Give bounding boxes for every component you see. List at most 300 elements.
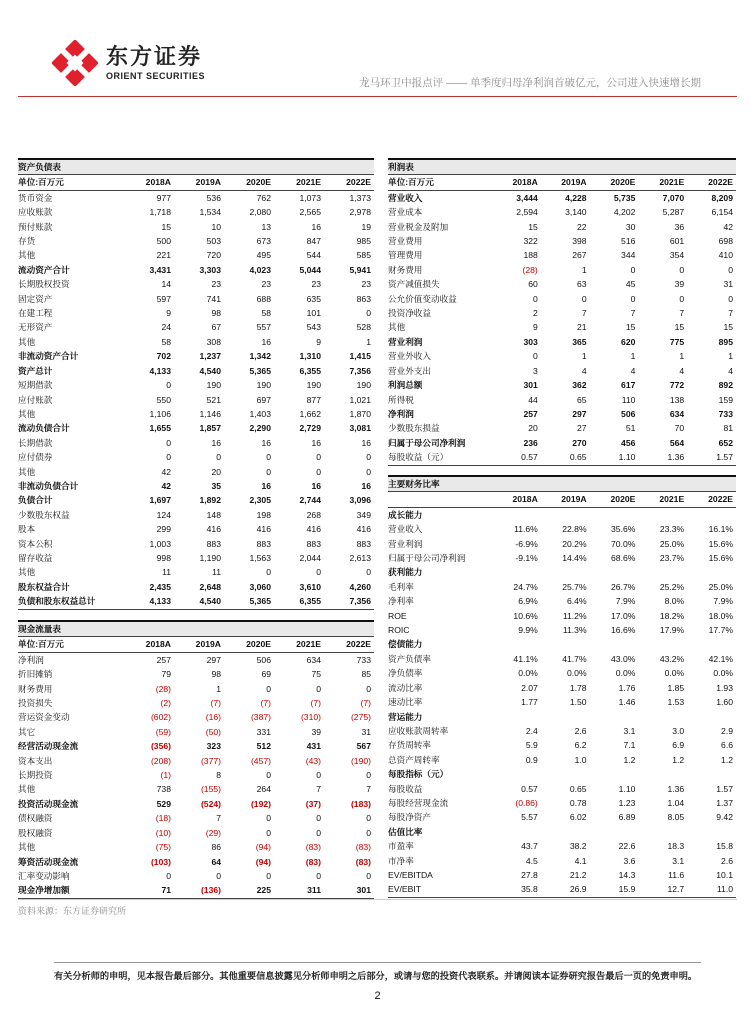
value-cell: 1,003 — [149, 538, 171, 549]
row-label: 存货周转率 — [388, 740, 431, 751]
group-label: 偿债能力 — [388, 639, 423, 650]
value-cell: 985 — [356, 236, 371, 247]
value-cell: 2,565 — [299, 207, 321, 218]
table-row — [18, 421, 374, 435]
value-cell: 323 — [206, 741, 221, 752]
row-label: 公允价值变动收益 — [388, 293, 457, 304]
value-cell: 0 — [166, 452, 171, 463]
value-cell: 0.65 — [541, 450, 590, 465]
year-header: 2022E — [687, 175, 736, 190]
value-cell: 0.78 — [569, 797, 587, 808]
value-cell: 2,744 — [299, 495, 321, 506]
value-cell: 506 — [621, 408, 636, 419]
value-cell: 42.1% — [708, 653, 733, 664]
value-cell: (275) — [350, 712, 371, 723]
value-cell: -6.9% — [515, 538, 538, 549]
value-cell: 31 — [361, 726, 371, 737]
row-label: 留存收益 — [18, 552, 53, 563]
value-cell: 652 — [718, 437, 733, 448]
value-cell: 354 — [669, 250, 685, 261]
value-cell: 0 — [533, 351, 538, 362]
value-cell: 1,310 — [299, 351, 321, 362]
value-cell: 1,870 — [349, 408, 371, 419]
row-label: 应付债券 — [18, 452, 53, 463]
value-cell: 1,415 — [349, 351, 371, 362]
table-row — [18, 826, 374, 840]
value-cell: 190 — [306, 380, 321, 391]
value-cell: 7 — [728, 308, 733, 319]
table-row — [18, 450, 374, 464]
value-cell: 16 — [311, 480, 321, 491]
value-cell: 15 — [723, 322, 733, 333]
year-header: 2018A — [492, 175, 541, 190]
value-cell: 25.0% — [708, 581, 733, 592]
table-row — [388, 695, 736, 709]
year-header: 2022E — [324, 175, 374, 190]
group-header-row — [388, 767, 736, 781]
row-label: 营业收入 — [388, 524, 423, 535]
value-cell: 25.2% — [659, 581, 685, 592]
value-cell: 2.4 — [525, 725, 538, 736]
row-label: 负债和股东权益总计 — [18, 594, 124, 609]
row-label: 每股收益 — [388, 783, 423, 794]
value-cell: 35.6% — [611, 524, 636, 535]
value-cell: 1.10 — [618, 783, 636, 794]
value-cell: 198 — [256, 509, 271, 520]
table-row — [18, 277, 374, 291]
row-label: 资产减值损失 — [388, 279, 440, 290]
value-cell: 1,021 — [349, 394, 371, 405]
brand-name-cn: 东方证券 — [106, 44, 203, 69]
value-cell: 3.1 — [672, 855, 685, 866]
value-cell: 9.42 — [716, 812, 733, 823]
value-cell: 416 — [206, 524, 221, 535]
row-label: 净利润 — [388, 408, 414, 419]
table-row — [388, 594, 736, 608]
row-label: 股本 — [18, 524, 36, 535]
value-cell: 60 — [528, 279, 538, 290]
value-cell: 0 — [366, 567, 371, 578]
table-row — [18, 739, 374, 753]
value-cell: 3,444 — [516, 192, 538, 203]
table-title-row — [388, 476, 736, 492]
value-cell: (37) — [305, 798, 321, 809]
row-label: 其他 — [18, 784, 36, 795]
row-label: 折旧摊销 — [18, 669, 53, 680]
value-cell: 6.9% — [518, 596, 538, 607]
year-header: 2020E — [590, 492, 639, 507]
value-cell: 456 — [621, 437, 636, 448]
row-label: 毛利率 — [388, 581, 414, 592]
page-number: 2 — [374, 990, 381, 1002]
table-row — [18, 782, 374, 796]
value-cell: 301 — [324, 883, 374, 898]
value-cell: 362 — [572, 380, 587, 391]
value-cell: 7.1 — [623, 740, 636, 751]
table-row — [18, 754, 374, 768]
value-cell: (83) — [305, 856, 321, 867]
value-cell: 349 — [356, 509, 371, 520]
row-label: 其他 — [18, 250, 36, 261]
value-cell: 0 — [266, 770, 271, 781]
value-cell: 2,305 — [249, 495, 271, 506]
row-label: 股东权益合计 — [18, 581, 70, 592]
value-cell: 863 — [356, 293, 371, 304]
value-cell: 0 — [581, 293, 587, 304]
value-cell: 416 — [306, 524, 321, 535]
value-cell: 43.2% — [659, 653, 685, 664]
year-header: 2021E — [638, 175, 687, 190]
table-row — [388, 609, 736, 623]
value-cell: 44 — [528, 394, 538, 405]
value-cell: 4.5 — [525, 855, 538, 866]
value-cell: 977 — [156, 192, 171, 203]
row-label: 汇率变动影响 — [18, 870, 70, 881]
value-cell: 5,287 — [662, 207, 685, 218]
value-cell: 1,106 — [149, 408, 171, 419]
value-cell: (155) — [200, 784, 221, 795]
value-cell: 344 — [621, 250, 636, 261]
value-cell: 23.7% — [659, 553, 685, 564]
value-cell: 11.3% — [562, 625, 587, 636]
value-cell: 1 — [581, 351, 587, 362]
value-cell: 42 — [723, 221, 733, 232]
value-cell: 11.0 — [687, 882, 736, 897]
value-cell: 14.4% — [562, 553, 587, 564]
row-label: 其他 — [18, 336, 36, 347]
value-cell: 25.0% — [659, 538, 685, 549]
value-cell: 3,140 — [565, 207, 587, 218]
value-cell: 6.4% — [567, 596, 587, 607]
value-cell: 9.9% — [518, 625, 538, 636]
value-cell: 883 — [356, 538, 371, 549]
value-cell: 138 — [669, 394, 685, 405]
value-cell: 0 — [630, 264, 636, 275]
value-cell: (50) — [205, 726, 221, 737]
row-label: 资本公积 — [18, 538, 53, 549]
value-cell: 11 — [212, 567, 221, 578]
row-label: 营业收入 — [388, 192, 423, 203]
row-label: 资产总计 — [18, 365, 53, 376]
value-cell: 0 — [316, 813, 321, 824]
value-cell: 16 — [261, 480, 271, 491]
row-label: 投资损失 — [18, 698, 53, 709]
value-cell: 0 — [266, 813, 271, 824]
value-cell: 81 — [723, 423, 733, 434]
table-row — [18, 883, 374, 898]
table-row — [18, 349, 374, 363]
value-cell: 3,303 — [199, 264, 221, 275]
table-row — [388, 652, 736, 666]
value-cell: (457) — [250, 755, 271, 766]
table-row — [388, 248, 736, 262]
value-cell: 2 — [533, 308, 538, 319]
value-cell: 15.6% — [708, 553, 733, 564]
value-cell: 4,023 — [249, 264, 271, 275]
value-cell: 51 — [625, 423, 636, 434]
value-cell: 42 — [161, 480, 171, 491]
value-cell: 698 — [718, 236, 733, 247]
row-label: 营运资金变动 — [18, 712, 70, 723]
year-header: 2019A — [541, 492, 590, 507]
value-cell: 601 — [669, 236, 685, 247]
value-cell: 3,610 — [299, 581, 321, 592]
year-header: 2019A — [174, 637, 224, 652]
table-row — [18, 393, 374, 407]
value-cell: 12.7 — [638, 882, 687, 897]
value-cell: 0.0% — [518, 668, 538, 679]
row-label: 营业利润 — [388, 336, 423, 347]
value-cell: 0 — [366, 770, 371, 781]
row-label: 其他 — [18, 842, 36, 853]
value-cell: 0 — [679, 264, 685, 275]
row-label: 流动负债合计 — [18, 423, 70, 434]
value-cell: 4.1 — [574, 855, 587, 866]
value-cell: 16 — [211, 437, 221, 448]
row-label: 预付账款 — [18, 221, 53, 232]
source-divider — [18, 899, 737, 900]
brand-name-en: ORIENT SECURITIES — [106, 71, 206, 81]
value-cell: 23.3% — [659, 524, 685, 535]
value-cell: 75 — [311, 669, 321, 680]
value-cell: 1.60 — [716, 697, 733, 708]
row-label: 现金净增加额 — [18, 883, 124, 898]
table-title-row — [18, 621, 374, 637]
row-label: 其它 — [18, 726, 36, 737]
row-label: 营业外支出 — [388, 365, 431, 376]
value-cell: 0 — [166, 870, 171, 881]
value-cell: 22 — [577, 221, 587, 232]
row-label: 每股经营现金流 — [388, 797, 449, 808]
value-cell: 4,260 — [349, 581, 371, 592]
value-cell: 21 — [577, 322, 587, 333]
value-cell: 0 — [366, 452, 371, 463]
value-cell: 5,941 — [349, 264, 371, 275]
value-cell: 1,403 — [249, 408, 271, 419]
value-cell: 0 — [316, 770, 321, 781]
table-row — [388, 537, 736, 551]
value-cell: 6.02 — [569, 812, 587, 823]
table-row — [18, 840, 374, 854]
table-row — [18, 465, 374, 479]
value-cell: 6,355 — [274, 594, 324, 609]
value-cell: 1 — [728, 351, 733, 362]
value-cell: 1.53 — [667, 697, 685, 708]
value-cell: 1 — [630, 351, 636, 362]
year-header: 2021E — [274, 637, 324, 652]
value-cell: 8.0% — [664, 596, 685, 607]
table-row — [388, 234, 736, 248]
row-label: 非流动负债合计 — [18, 480, 79, 491]
value-cell: 236 — [523, 437, 538, 448]
value-cell: 16 — [311, 221, 321, 232]
value-cell: 20.2% — [562, 538, 587, 549]
table-row — [18, 263, 374, 277]
value-cell: 23 — [361, 279, 371, 290]
value-cell: 15.8 — [716, 841, 733, 852]
table-row — [18, 508, 374, 522]
value-cell: (0.86) — [515, 797, 538, 808]
value-cell: 1,697 — [149, 495, 171, 506]
value-cell: 883 — [256, 538, 271, 549]
table-row — [18, 493, 374, 507]
value-cell: 267 — [572, 250, 587, 261]
table-row — [18, 335, 374, 349]
value-cell: 98 — [211, 669, 221, 680]
row-label: EV/EBIT — [388, 882, 492, 897]
value-cell: (524) — [200, 798, 221, 809]
value-cell: 16 — [261, 336, 271, 347]
value-cell: 15.9 — [590, 882, 639, 897]
value-cell: 26.7% — [611, 581, 636, 592]
row-label: 利润总额 — [388, 380, 423, 391]
value-cell: 0 — [316, 466, 321, 477]
value-cell: 4 — [630, 365, 636, 376]
value-cell: 31 — [723, 279, 733, 290]
value-cell: 0.0% — [664, 668, 685, 679]
table-header-row — [18, 637, 374, 652]
value-cell: 1.2 — [623, 754, 636, 765]
value-cell: 7.9% — [615, 596, 636, 607]
row-label: 无形资产 — [18, 322, 53, 333]
value-cell: 500 — [156, 236, 171, 247]
table-row — [18, 551, 374, 565]
value-cell: 1.46 — [618, 697, 636, 708]
value-cell: (183) — [350, 798, 371, 809]
year-header: 2018A — [124, 637, 174, 652]
value-cell: 20 — [528, 423, 538, 434]
table-row — [18, 652, 374, 667]
value-cell: 35.8 — [492, 882, 541, 897]
value-cell: 416 — [356, 524, 371, 535]
value-cell: -9.1% — [515, 553, 538, 564]
value-cell: 16.1% — [708, 524, 733, 535]
value-cell: 998 — [156, 552, 171, 563]
year-header: 2018A — [124, 175, 174, 190]
group-header-row — [388, 637, 736, 651]
value-cell: 1,073 — [299, 192, 321, 203]
value-cell: 67 — [211, 322, 221, 333]
value-cell: 5,044 — [299, 264, 321, 275]
value-cell: 41.1% — [513, 653, 538, 664]
value-cell: 190 — [356, 380, 371, 391]
value-cell: 0 — [316, 870, 321, 881]
table-row — [388, 277, 736, 291]
value-cell: 0 — [166, 380, 171, 391]
year-header: 2018A — [492, 492, 541, 507]
value-cell: 1.0 — [574, 754, 587, 765]
row-label: 营业利润 — [388, 538, 423, 549]
value-cell: 303 — [523, 336, 538, 347]
row-label: EV/EBITDA — [388, 869, 433, 880]
value-cell: 0 — [366, 827, 371, 838]
value-cell: 585 — [356, 250, 371, 261]
value-cell: 159 — [718, 394, 733, 405]
row-label: 营业税金及附加 — [388, 221, 449, 232]
value-cell: 1,655 — [149, 423, 171, 434]
value-cell: (94) — [255, 842, 271, 853]
value-cell: 634 — [306, 654, 321, 665]
value-cell: 39 — [311, 726, 321, 737]
table-row — [388, 753, 736, 767]
table-row — [388, 810, 736, 824]
value-cell: 6,355 — [299, 365, 321, 376]
row-label: 其他 — [388, 322, 406, 333]
value-cell: 4,540 — [174, 594, 224, 609]
value-cell: 597 — [156, 293, 171, 304]
table-row — [388, 205, 736, 219]
value-cell: 7 — [366, 784, 371, 795]
value-cell: 301 — [523, 380, 538, 391]
year-header: 2022E — [324, 637, 374, 652]
value-cell: 5.57 — [521, 812, 538, 823]
row-label: 净负债率 — [388, 668, 423, 679]
table-row — [388, 364, 736, 378]
value-cell: 58 — [261, 308, 271, 319]
value-cell: 6.2 — [574, 740, 587, 751]
value-cell: (94) — [255, 856, 271, 867]
value-cell: 0 — [166, 437, 171, 448]
value-cell: 702 — [156, 351, 171, 362]
row-label: 负债合计 — [18, 495, 53, 506]
year-header: 2020E — [224, 637, 274, 652]
value-cell: 2,080 — [249, 207, 271, 218]
value-cell: 495 — [256, 250, 271, 261]
value-cell: 1,534 — [199, 207, 221, 218]
group-label: 每股指标（元） — [388, 769, 449, 780]
value-cell: 18.3 — [667, 841, 685, 852]
row-label: 其他 — [18, 567, 36, 578]
value-cell: 10.1 — [716, 869, 733, 880]
value-cell: 8.05 — [667, 812, 685, 823]
value-cell: 1.37 — [716, 797, 733, 808]
value-cell: (7) — [360, 698, 371, 709]
table-row — [18, 811, 374, 825]
row-label: 资本支出 — [18, 755, 53, 766]
row-label: 速动比率 — [388, 697, 423, 708]
value-cell: 22.6 — [618, 841, 636, 852]
value-cell: 7 — [581, 308, 587, 319]
value-cell: 775 — [669, 336, 685, 347]
table-row — [388, 320, 736, 334]
value-cell: 27.8 — [521, 869, 538, 880]
group-header-row — [388, 825, 736, 839]
value-cell: 0.0% — [615, 668, 636, 679]
table-title: 主要财务比率 — [388, 476, 736, 492]
value-cell: 0 — [366, 683, 371, 694]
year-header: 2019A — [541, 175, 590, 190]
row-label: ROIC — [388, 625, 410, 636]
value-cell: 892 — [718, 380, 733, 391]
value-cell: 331 — [256, 726, 271, 737]
row-label: 流动比率 — [388, 682, 423, 693]
table-row — [18, 436, 374, 450]
value-cell: 0.9 — [525, 754, 538, 765]
table-title-row — [388, 159, 736, 175]
row-label: 总资产周转率 — [388, 754, 440, 765]
value-cell: 1.2 — [672, 754, 685, 765]
row-label: 财务费用 — [388, 264, 423, 275]
value-cell: 322 — [523, 236, 538, 247]
value-cell: 1.57 — [716, 783, 733, 794]
value-cell: 0 — [316, 827, 321, 838]
value-cell: 10 — [211, 221, 221, 232]
value-cell: 5,365 — [249, 365, 271, 376]
value-cell: 98 — [211, 308, 221, 319]
value-cell: 3 — [533, 365, 538, 376]
value-cell: 11.6% — [514, 524, 538, 535]
value-cell: 3.1 — [623, 725, 636, 736]
